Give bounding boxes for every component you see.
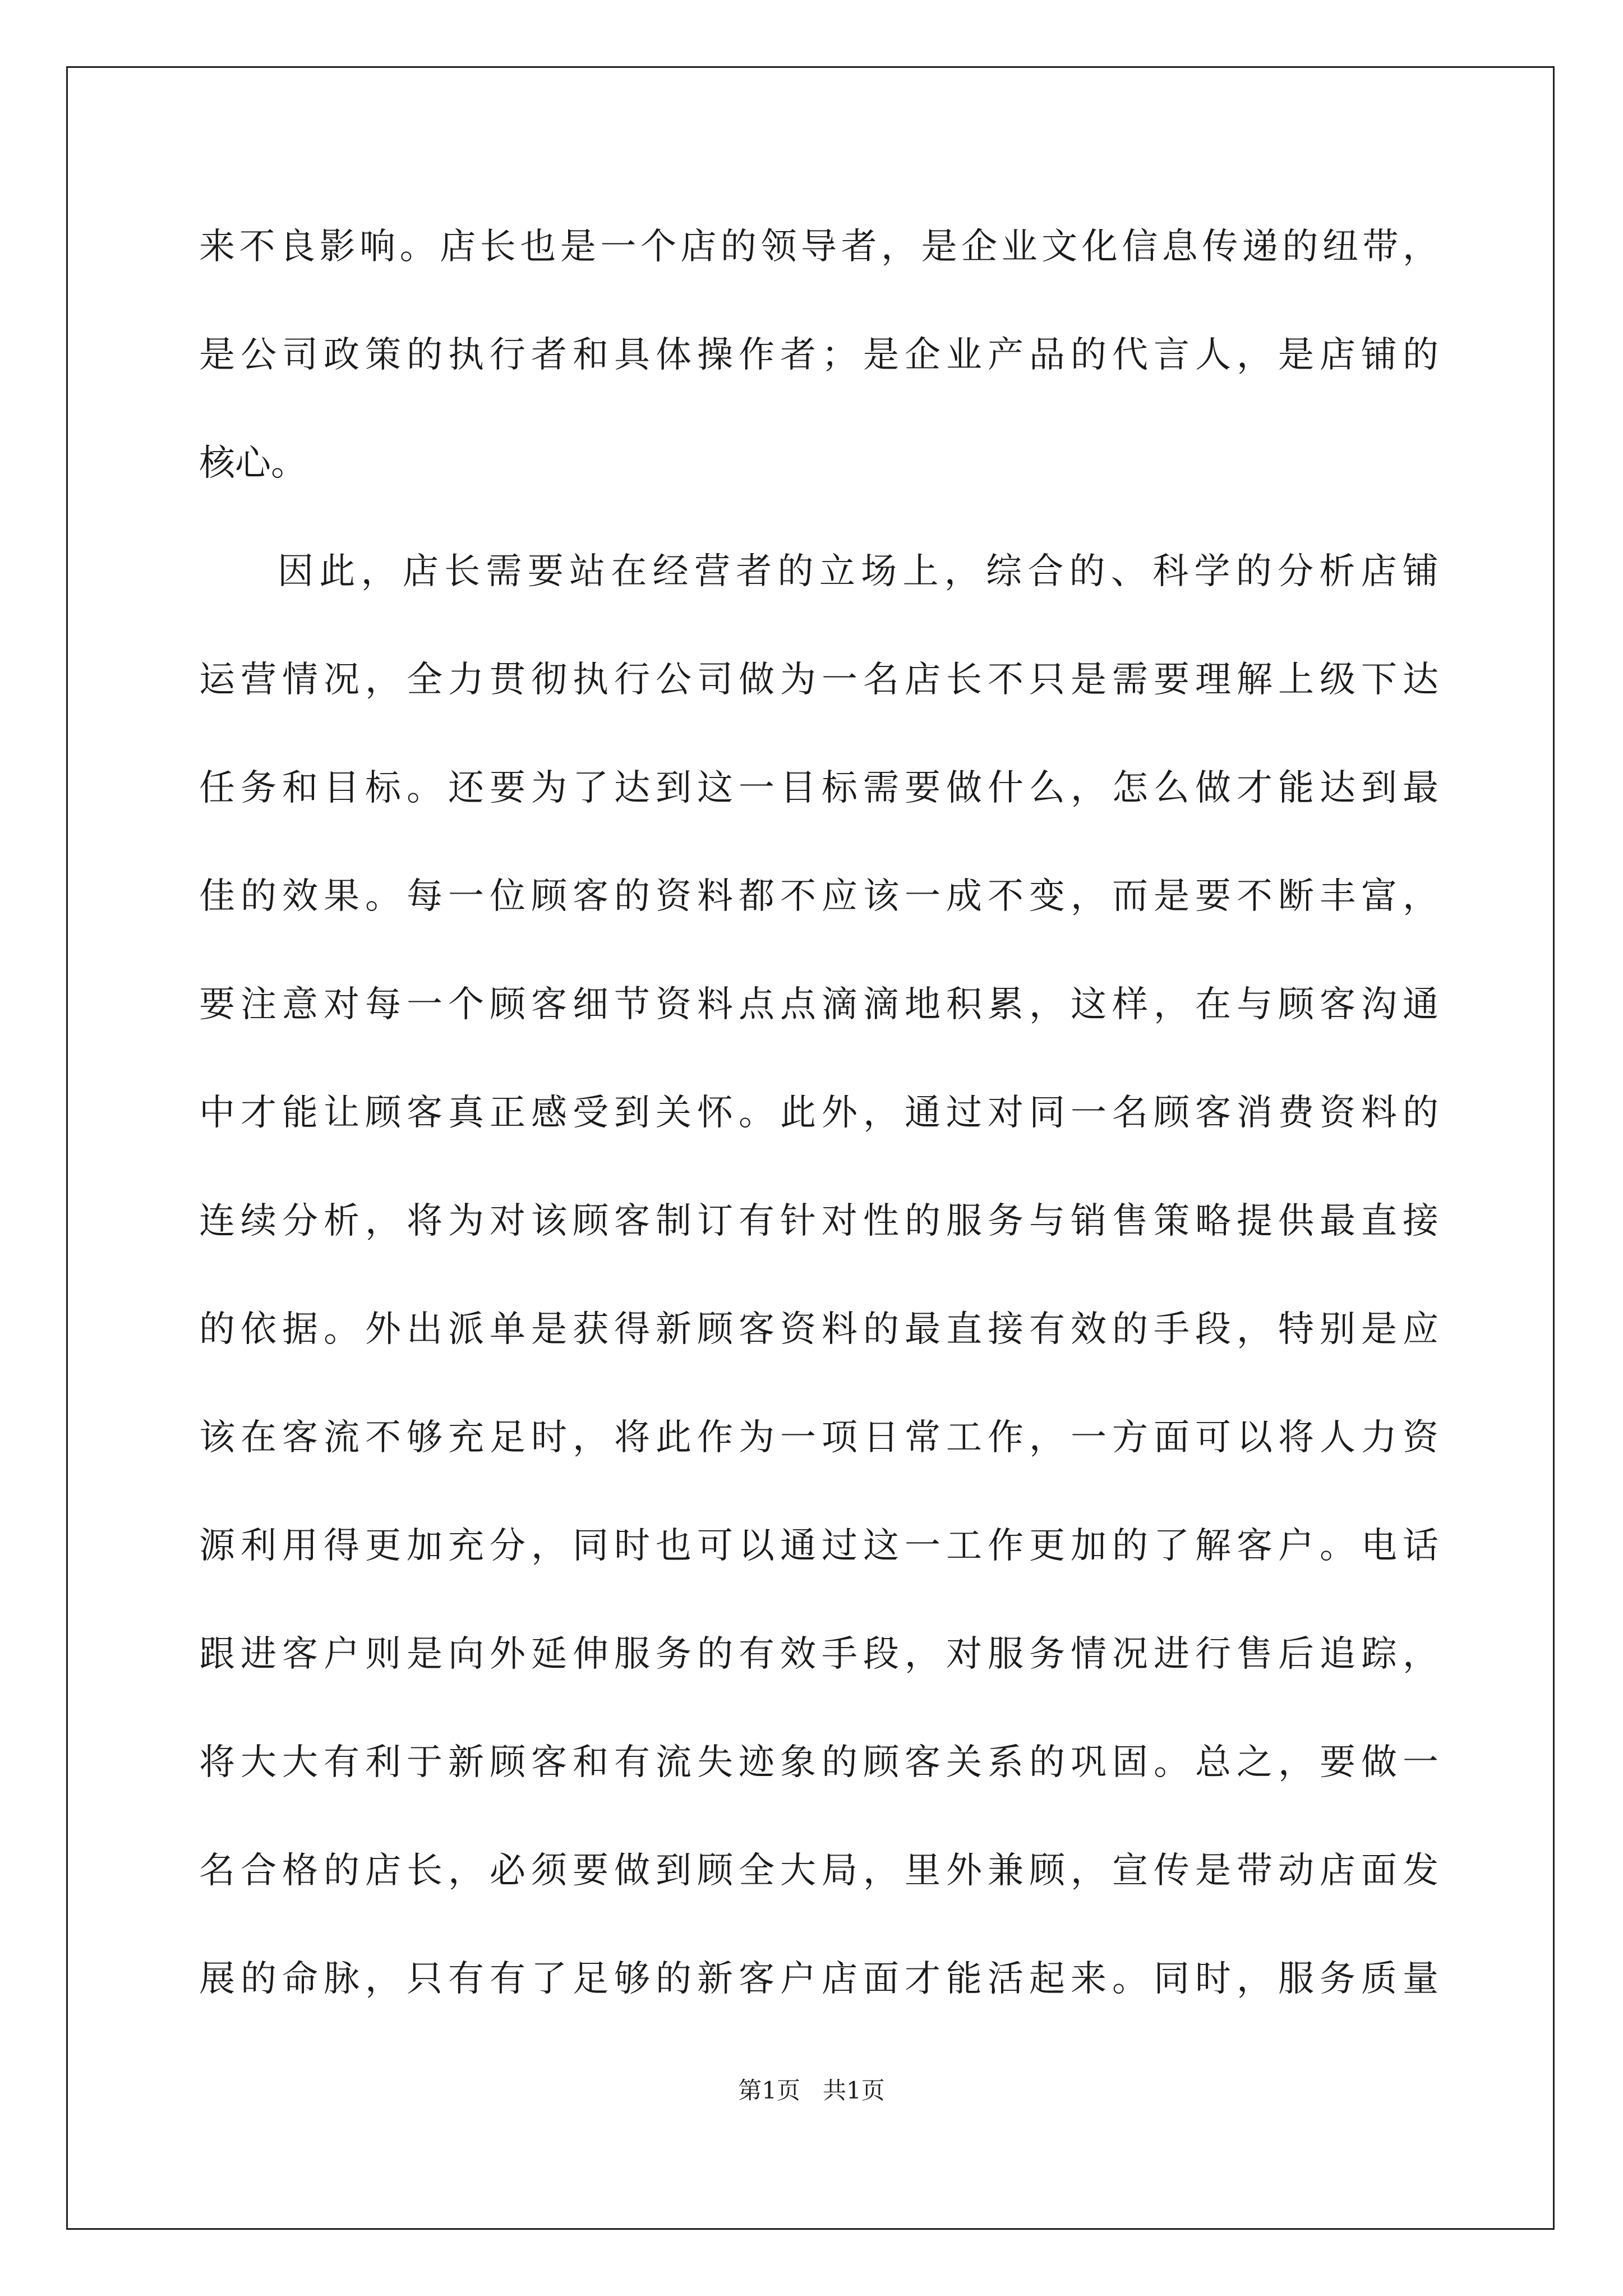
text-line: 佳的效果。每一位顾客的资料都不应该一成不变，而是要不断丰富， xyxy=(199,876,1438,917)
text-line: 核心。 xyxy=(199,443,307,484)
text-line: 中才能让顾客真正感受到关怀。此外，通过对同一名顾客消费资料的 xyxy=(199,1092,1438,1134)
text-line: 要注意对每一个顾客细节资料点点滴滴地积累，这样，在与顾客沟通 xyxy=(199,984,1438,1025)
text-line: 来不良影响。店长也是一个店的领导者，是企业文化信息传递的纽带， xyxy=(199,226,1438,268)
text-line: 源利用得更加充分，同时也可以通过这一工作更加的了解客户。电话 xyxy=(199,1525,1438,1567)
text-line: 连续分析，将为对该顾客制订有针对性的服务与销售策略提供最直接 xyxy=(199,1200,1438,1242)
text-line: 该在客流不够充足时，将此作为一项日常工作，一方面可以将人力资 xyxy=(199,1417,1438,1458)
text-line: 名合格的店长，必须要做到顾全大局，里外兼顾，宣传是带动店面发 xyxy=(199,1850,1438,1892)
text-line: 展的命脉，只有有了足够的新客户店面才能活起来。同时，服务质量 xyxy=(199,1958,1438,2000)
text-line: 将大大有利于新顾客和有流失迹象的顾客关系的巩固。总之，要做一 xyxy=(199,1742,1438,1783)
text-line: 跟进客户则是向外延伸服务的有效手段，对服务情况进行售后追踪， xyxy=(199,1634,1438,1675)
page-border xyxy=(66,66,1555,2230)
text-line: 运营情况，全力贯彻执行公司做为一名店长不只是需要理解上级下达 xyxy=(199,659,1438,701)
text-line: 的依据。外出派单是获得新顾客资料的最直接有效的手段，特别是应 xyxy=(199,1309,1438,1350)
page-number-footer: 第1页 共1页 xyxy=(738,2077,885,2104)
text-line: 是公司政策的执行者和具体操作者；是企业产品的代言人，是店铺的 xyxy=(199,334,1438,376)
text-line: 任务和目标。还要为了达到这一目标需要做什么，怎么做才能达到最 xyxy=(199,767,1438,809)
paragraph-first-line: 因此，店长需要站在经营者的立场上，综合的、科学的分析店铺 xyxy=(278,551,1438,592)
